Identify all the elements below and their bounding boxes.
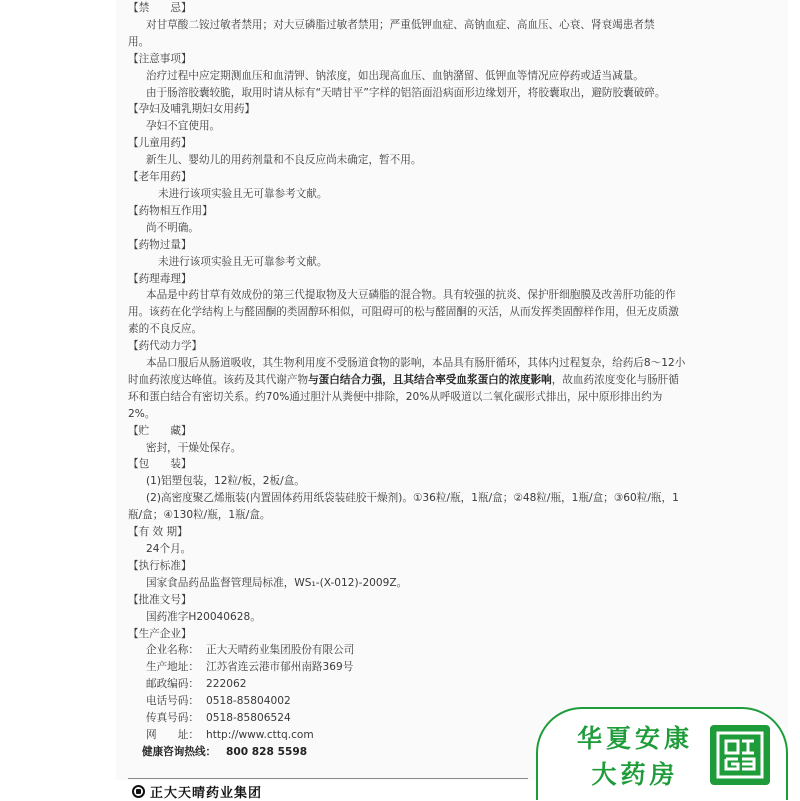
brand-logo-icon <box>132 785 145 798</box>
validity-heading: 【有 效 期】 <box>128 526 188 539</box>
manufacturer-fax-label: 传真号码： <box>146 712 199 725</box>
packaging-item-2: (2)高密度聚乙烯瓶装(内置固体药用纸袋装硅胶干燥剂)。①36粒/瓶，1瓶/盒；②48粒/瓶，1瓶/盒；③60粒/瓶，1瓶/盒；④130粒/瓶，1瓶/盒。 <box>128 492 679 522</box>
footer-brand <box>132 782 262 801</box>
pharmacokinetics-text-b: 与蛋白结合力强，且其结合率受血浆蛋白的浓度影响 <box>308 373 552 386</box>
pharmacokinetics-paragraph <box>128 355 688 423</box>
pharmacokinetics-text-c: ，故血药浓度变化与肠肝循环和蛋白结合有密切关系。约70%通过胆汁从粪便中排除，20%从呼吸道以二氧化碳形式排出，尿中原形排出约为2%。 <box>128 373 679 420</box>
manufacturer-heading: 【生产企业】 <box>128 627 192 640</box>
standard-heading: 【执行标准】 <box>128 559 192 572</box>
packaging-heading: 【包 装】 <box>128 458 192 471</box>
hotline-value: 800 828 5598 <box>226 745 308 758</box>
pharmacokinetics-text-a: 本品口服后从肠道吸收，其生物利用度不受肠道食物的影响，本品具有肠肝循环，其体内过程复杂，给药后8～12小时血药浓度达峰值。该药及其代谢产物 <box>128 357 686 386</box>
manufacturer-name-label: 企业名称： <box>146 644 199 657</box>
standard-text: 国家食品药品监督管理局标准，WS₁-(X-012)-2009Z。 <box>146 576 408 589</box>
pharmacy-name-line-2: 大药房 <box>591 760 679 789</box>
manufacturer-address-row <box>128 659 688 676</box>
approval-text: 国药准字H20040628。 <box>146 610 261 623</box>
contraindications-line-1: 对甘草酸二铵过敏者禁用；对大豆磷脂过敏者禁用；严重低钾血症、高钠血症、高血压、心衰、肾衰竭患者禁 <box>146 18 655 31</box>
storage-heading: 【贮 藏】 <box>128 424 192 437</box>
manufacturer-website-value: http://www.cttq.com <box>206 728 314 741</box>
manufacturer-address-value: 江苏省连云港市郁州南路369号 <box>206 661 354 674</box>
geriatric-text: 未进行该项实验且无可靠参考文献。 <box>158 187 328 200</box>
manufacturer-postcode-row <box>128 676 688 693</box>
manufacturer-address-label: 生产地址： <box>146 661 199 674</box>
pediatric-text: 新生儿、婴幼儿的用药剂量和不良反应尚未确定，暂不用。 <box>146 154 422 167</box>
interactions-heading: 【药物相互作用】 <box>128 204 213 217</box>
toxicology-text: 本品是中药甘草有效成份的第三代提取物及大豆磷脂的混合物。具有较强的抗炎、保护肝细胞膜及改善肝功能的作用。该药在化学结构上与醛固酮的类固醇环相似，可阻碍可的松与醛固酮的灭活，从而发挥类固醇样作用，但无皮质激素的不良反应。 <box>128 289 679 336</box>
pregnancy-text: 孕妇不宜使用。 <box>146 120 221 133</box>
manufacturer-postcode-value: 222062 <box>206 678 247 691</box>
manufacturer-website-label: 网 址： <box>146 728 199 741</box>
contraindications-heading: 【禁 忌】 <box>128 2 192 14</box>
footer-brand-text: 正大天晴药业集团 <box>150 786 263 801</box>
overdose-text: 未进行该项实验且无可靠参考文献。 <box>158 255 328 268</box>
precautions-line-1: 治疗过程中应定期测血压和血清钾、钠浓度，如出现高血压、血钠潴留、低钾血等情况应停药或适当减量。 <box>146 69 644 82</box>
manufacturer-name-row <box>128 642 688 659</box>
packaging-item-1: (1)铝塑包装，12粒/板，2板/盒。 <box>146 475 305 488</box>
precautions-heading: 【注意事项】 <box>128 52 192 65</box>
validity-text: 24个月。 <box>146 543 192 555</box>
toxicology-heading: 【药理毒理】 <box>128 272 192 285</box>
interactions-text: 尚不明确。 <box>146 221 199 234</box>
manufacturer-phone-label: 电话号码： <box>146 695 199 708</box>
pregnancy-heading: 【孕妇及哺乳期妇女用药】 <box>128 103 256 116</box>
pharmacy-logo-icon <box>710 725 770 785</box>
approval-heading: 【批准文号】 <box>128 593 192 606</box>
overdose-heading: 【药物过量】 <box>128 238 192 251</box>
geriatric-heading: 【老年用药】 <box>128 171 192 184</box>
manufacturer-postcode-label: 邮政编码： <box>146 678 199 691</box>
footer-divider <box>128 778 528 779</box>
package-insert-text <box>128 0 688 761</box>
manufacturer-phone-value: 0518-85804002 <box>206 695 291 708</box>
manufacturer-fax-value: 0518-85806524 <box>206 712 291 725</box>
pharmacokinetics-heading: 【药代动力学】 <box>128 340 203 353</box>
manufacturer-name-value: 正大天晴药业集团股份有限公司 <box>206 644 355 657</box>
hotline-label: 健康咨询热线： <box>142 745 217 758</box>
precautions-line-2: 由于肠溶胶囊较脆，取用时请从标有“天晴甘平”字样的铝箔面沿病面形边缘划开，将胶囊取出，避防胶囊破碎。 <box>146 86 666 99</box>
pharmacy-name-line-1: 华夏安康 <box>576 724 693 753</box>
pediatric-heading: 【儿童用药】 <box>128 137 192 150</box>
pharmacy-watermark <box>536 707 788 800</box>
contraindications-line-2: 用。 <box>128 35 150 48</box>
storage-text: 密封，干燥处保存。 <box>146 441 242 454</box>
